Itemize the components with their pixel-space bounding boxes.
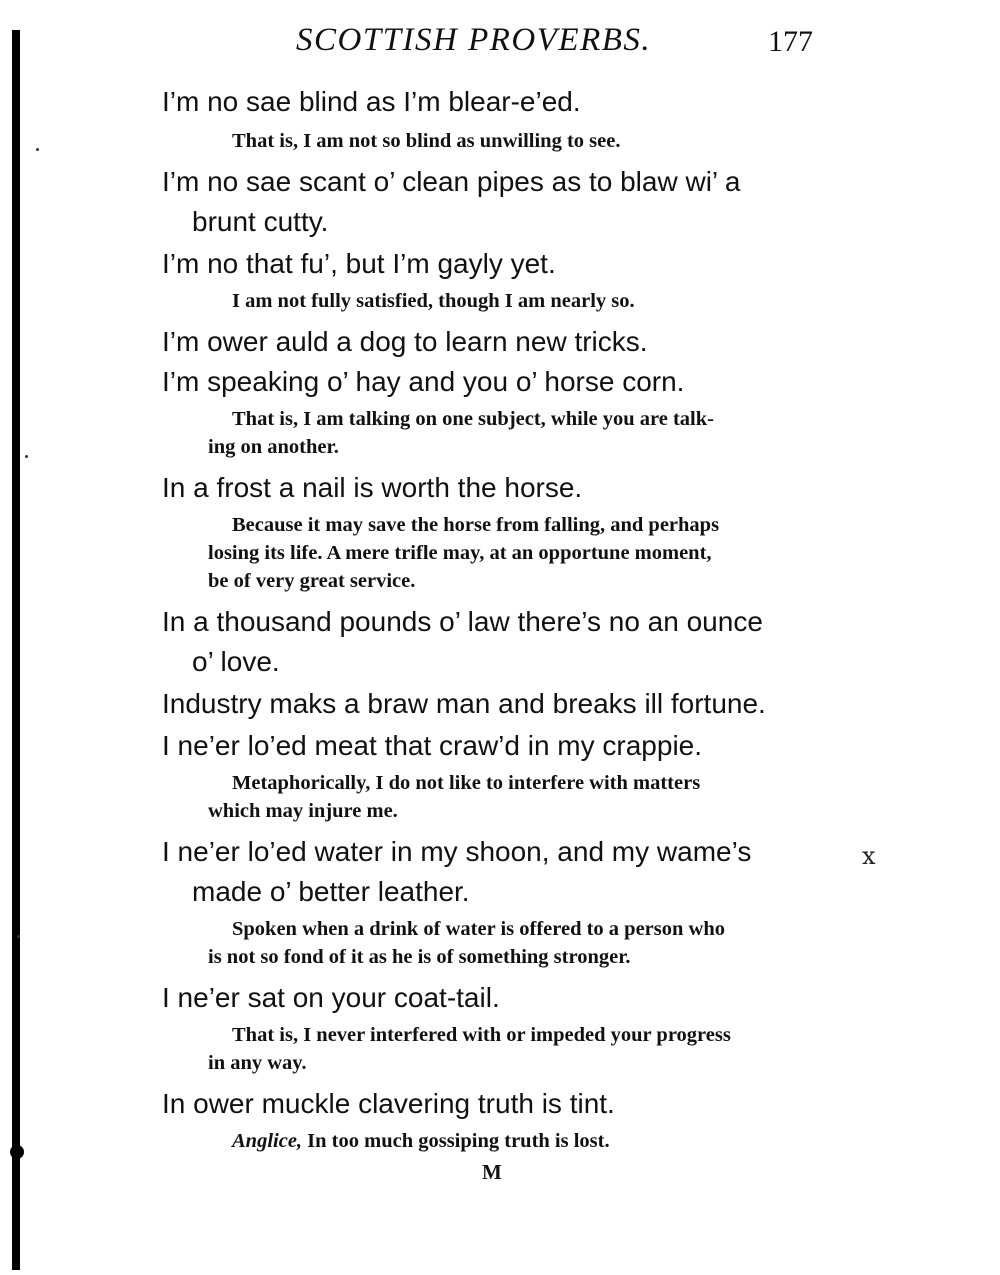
proverb-line: Industry maks a braw man and breaks ill fortune. bbox=[162, 688, 766, 719]
proverb-line: I’m ower auld a dog to learn new tricks. bbox=[162, 326, 648, 357]
explanation-line bbox=[232, 1130, 610, 1153]
explanation-line: ing on another. bbox=[208, 436, 339, 458]
anglice-label: Anglice, bbox=[232, 1130, 303, 1152]
running-title: SCOTTISH PROVERBS. bbox=[296, 22, 652, 58]
explanation-line: Spoken when a drink of water is offered to a person who bbox=[232, 918, 725, 940]
explanation-line: Metaphorically, I do not like to interfere with matters bbox=[232, 772, 701, 794]
explanation-line: in any way. bbox=[208, 1052, 307, 1074]
proverb-line: I’m no that fu’, but I’m gayly yet. bbox=[162, 248, 556, 279]
proverb-line: In a thousand pounds o’ law there’s no an ounce bbox=[162, 606, 763, 637]
explanation-line: I am not fully satisfied, though I am nearly so. bbox=[232, 290, 635, 312]
explanation-line: That is, I never interfered with or impeded your progress bbox=[232, 1024, 731, 1046]
explanation-line: which may injure me. bbox=[208, 800, 398, 822]
explanation-line: is not so fond of it as he is of something stronger. bbox=[208, 946, 631, 968]
proverb-line: brunt cutty. bbox=[192, 206, 329, 237]
explanation-line: That is, I am not so blind as unwilling to see. bbox=[232, 130, 621, 152]
signature-mark: M bbox=[482, 1160, 502, 1184]
proverb-line: o’ love. bbox=[192, 646, 280, 677]
proverb-line: I ne’er lo’ed meat that craw’d in my crappie. bbox=[162, 730, 703, 761]
proverb-line: I ne’er lo’ed water in my shoon, and my wame’s bbox=[162, 836, 752, 867]
proverb-line: In a frost a nail is worth the horse. bbox=[162, 472, 583, 503]
explanation-line: That is, I am talking on one subject, while you are talk- bbox=[232, 408, 714, 430]
proverb-line: I’m no sae scant o’ clean pipes as to blaw wi’ a bbox=[162, 166, 741, 197]
margin-annotation: x bbox=[862, 842, 876, 870]
proverb-line: I’m no sae blind as I’m blear-e’ed. bbox=[162, 86, 581, 117]
translation-text: In too much gossiping truth is lost. bbox=[307, 1130, 610, 1152]
explanation-line: be of very great service. bbox=[208, 570, 416, 592]
proverb-line: In ower muckle clavering truth is tint. bbox=[162, 1088, 615, 1119]
proverb-line: I’m speaking o’ hay and you o’ horse corn. bbox=[162, 366, 685, 397]
proverb-line: I ne’er sat on your coat-tail. bbox=[162, 982, 500, 1013]
explanation-line: Because it may save the horse from falling, and perhaps bbox=[232, 514, 720, 536]
explanation-line: losing its life. A mere trifle may, at an opportune moment, bbox=[208, 542, 712, 564]
page-number: 177 bbox=[768, 25, 813, 58]
proverb-line: made o’ better leather. bbox=[192, 876, 470, 907]
